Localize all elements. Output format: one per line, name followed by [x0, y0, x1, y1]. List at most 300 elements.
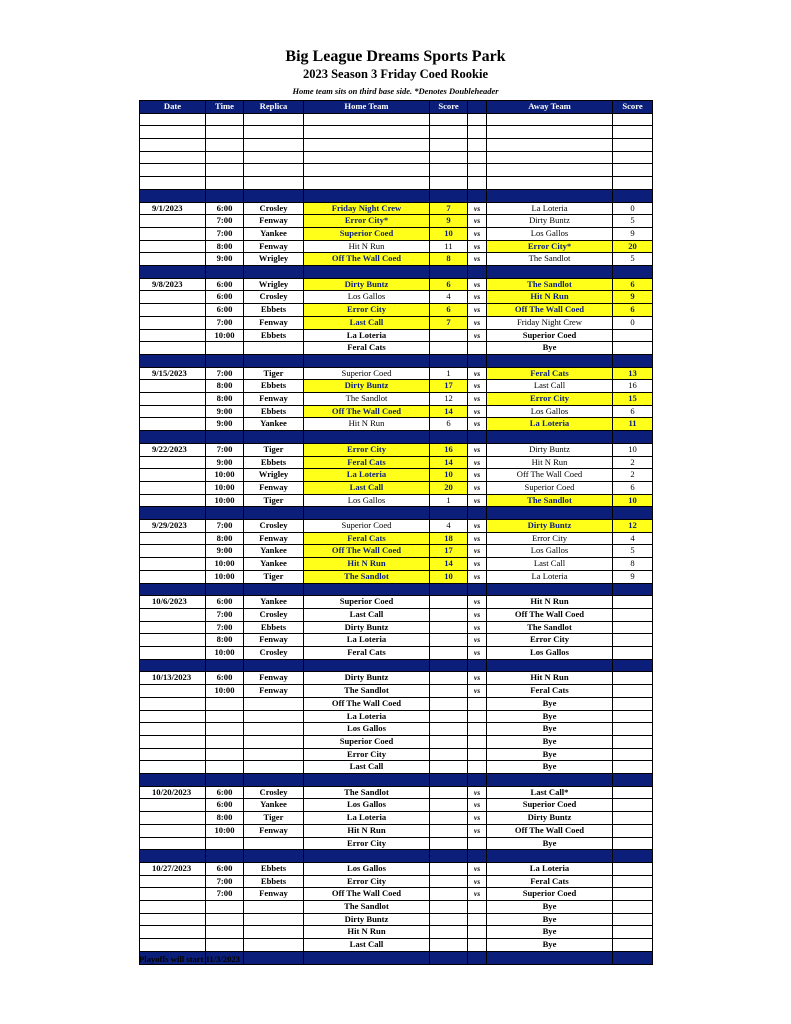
- separator-cell: [140, 583, 206, 596]
- replica-field-cell: Fenway: [244, 240, 304, 253]
- replica-field-cell: Ebbets: [244, 456, 304, 469]
- away-score-cell: [613, 748, 653, 761]
- home-score-cell: [430, 824, 468, 837]
- game-row: [140, 151, 653, 164]
- separator-cell: [430, 951, 468, 964]
- time-cell: 8:00: [206, 532, 244, 545]
- separator-cell: [613, 774, 653, 787]
- separator-cell: [304, 951, 430, 964]
- vs-cell: vs: [468, 520, 487, 533]
- home-team-cell: Superior Coed: [304, 227, 430, 240]
- separator-cell: [140, 266, 206, 279]
- home-team-cell: La Loteria: [304, 469, 430, 482]
- home-score-cell: [430, 672, 468, 685]
- separator-cell: [613, 659, 653, 672]
- separator-cell: [206, 774, 244, 787]
- date-cell: [140, 126, 206, 139]
- time-cell: [206, 926, 244, 939]
- replica-field-cell: Ebbets: [244, 380, 304, 393]
- home-team-cell: Los Gallos: [304, 723, 430, 736]
- home-team-cell: [304, 177, 430, 190]
- separator-cell: [140, 774, 206, 787]
- separator-cell: [487, 659, 613, 672]
- replica-field-cell: Tiger: [244, 570, 304, 583]
- time-cell: [206, 761, 244, 774]
- game-row: [140, 570, 653, 583]
- game-row: [140, 824, 653, 837]
- home-score-cell: [430, 647, 468, 660]
- time-cell: 7:00: [206, 367, 244, 380]
- game-row: [140, 723, 653, 736]
- home-score-cell: [430, 685, 468, 698]
- date-cell: 9/22/2023: [140, 443, 206, 456]
- replica-field-cell: Yankee: [244, 596, 304, 609]
- separator-cell: [206, 583, 244, 596]
- vs-cell: vs: [468, 329, 487, 342]
- away-team-cell: Bye: [487, 913, 613, 926]
- time-cell: [206, 939, 244, 952]
- game-row: [140, 469, 653, 482]
- away-score-cell: [613, 939, 653, 952]
- vs-cell: vs: [468, 316, 487, 329]
- date-cell: [140, 316, 206, 329]
- home-team-cell: Los Gallos: [304, 862, 430, 875]
- time-cell: 10:00: [206, 570, 244, 583]
- away-score-cell: 12: [613, 520, 653, 533]
- separator-cell: [430, 774, 468, 787]
- separator-cell: [430, 659, 468, 672]
- vs-cell: vs: [468, 443, 487, 456]
- replica-field-cell: Tiger: [244, 494, 304, 507]
- vs-cell: vs: [468, 570, 487, 583]
- separator-cell: [468, 431, 487, 444]
- game-row: [140, 761, 653, 774]
- replica-field-cell: Yankee: [244, 418, 304, 431]
- away-team-cell: Bye: [487, 735, 613, 748]
- away-score-cell: 0: [613, 316, 653, 329]
- away-score-cell: 9: [613, 291, 653, 304]
- game-row: [140, 418, 653, 431]
- vs-cell: vs: [468, 545, 487, 558]
- home-team-cell: Last Call: [304, 481, 430, 494]
- separator-cell: [206, 850, 244, 863]
- separator-cell: [206, 354, 244, 367]
- date-cell: [140, 837, 206, 850]
- replica-field-cell: Fenway: [244, 888, 304, 901]
- home-score-cell: [430, 748, 468, 761]
- game-row: [140, 647, 653, 660]
- away-team-cell: [487, 164, 613, 177]
- date-cell: [140, 329, 206, 342]
- column-header-time: Time: [206, 101, 244, 114]
- away-score-cell: 11: [613, 418, 653, 431]
- vs-cell: vs: [468, 634, 487, 647]
- separator-cell: [140, 659, 206, 672]
- vs-cell: vs: [468, 672, 487, 685]
- away-score-cell: [613, 837, 653, 850]
- separator-cell: [140, 507, 206, 520]
- home-team-cell: Off The Wall Coed: [304, 253, 430, 266]
- home-score-cell: [430, 761, 468, 774]
- replica-field-cell: [244, 342, 304, 355]
- separator-cell: [206, 507, 244, 520]
- vs-cell: vs: [468, 558, 487, 571]
- replica-field-cell: [244, 761, 304, 774]
- game-row: [140, 443, 653, 456]
- away-team-cell: Dirty Buntz: [487, 520, 613, 533]
- separator-cell: [304, 507, 430, 520]
- game-row: [140, 405, 653, 418]
- separator-cell: [304, 354, 430, 367]
- vs-cell: vs: [468, 875, 487, 888]
- playoffs-note: Playoffs will start 11/3/2023: [139, 954, 240, 964]
- date-cell: [140, 380, 206, 393]
- time-cell: [206, 151, 244, 164]
- away-score-cell: [613, 812, 653, 825]
- home-team-cell: Friday Night Crew: [304, 202, 430, 215]
- vs-cell: [468, 151, 487, 164]
- home-team-cell: Feral Cats: [304, 456, 430, 469]
- home-team-cell: Last Call: [304, 761, 430, 774]
- away-team-cell: Superior Coed: [487, 329, 613, 342]
- separator-cell: [140, 431, 206, 444]
- date-cell: 10/20/2023: [140, 786, 206, 799]
- week-separator: [140, 659, 653, 672]
- vs-cell: vs: [468, 304, 487, 317]
- replica-field-cell: Tiger: [244, 367, 304, 380]
- separator-cell: [304, 431, 430, 444]
- home-score-cell: 6: [430, 304, 468, 317]
- home-score-cell: [430, 901, 468, 914]
- time-cell: 10:00: [206, 558, 244, 571]
- vs-cell: [468, 139, 487, 152]
- time-cell: 10:00: [206, 824, 244, 837]
- date-cell: [140, 685, 206, 698]
- away-team-cell: Hit N Run: [487, 291, 613, 304]
- home-score-cell: [430, 837, 468, 850]
- date-cell: 9/29/2023: [140, 520, 206, 533]
- away-score-cell: [613, 799, 653, 812]
- home-score-cell: 7: [430, 202, 468, 215]
- time-cell: 6:00: [206, 596, 244, 609]
- vs-cell: [468, 748, 487, 761]
- game-row: [140, 227, 653, 240]
- vs-cell: [468, 177, 487, 190]
- replica-field-cell: [244, 710, 304, 723]
- game-row: [140, 113, 653, 126]
- home-score-cell: 14: [430, 558, 468, 571]
- home-team-cell: Dirty Buntz: [304, 278, 430, 291]
- week-separator: [140, 354, 653, 367]
- away-score-cell: 10: [613, 443, 653, 456]
- vs-cell: [468, 126, 487, 139]
- vs-cell: vs: [468, 202, 487, 215]
- date-cell: [140, 177, 206, 190]
- home-team-cell: Error City*: [304, 215, 430, 228]
- away-team-cell: Off The Wall Coed: [487, 608, 613, 621]
- time-cell: 7:00: [206, 875, 244, 888]
- game-row: [140, 558, 653, 571]
- time-cell: 7:00: [206, 215, 244, 228]
- vs-cell: [468, 735, 487, 748]
- replica-field-cell: [244, 913, 304, 926]
- home-team-cell: Los Gallos: [304, 799, 430, 812]
- home-team-cell: Superior Coed: [304, 367, 430, 380]
- replica-field-cell: [244, 837, 304, 850]
- game-row: [140, 240, 653, 253]
- home-score-cell: 6: [430, 278, 468, 291]
- game-row: [140, 799, 653, 812]
- time-cell: 10:00: [206, 329, 244, 342]
- away-team-cell: Feral Cats: [487, 367, 613, 380]
- home-score-cell: [430, 621, 468, 634]
- away-score-cell: [613, 735, 653, 748]
- away-team-cell: The Sandlot: [487, 278, 613, 291]
- page-subtitle: 2023 Season 3 Friday Coed Rookie: [302, 67, 489, 81]
- away-team-cell: Los Gallos: [487, 405, 613, 418]
- time-cell: 8:00: [206, 634, 244, 647]
- home-team-cell: Hit N Run: [304, 558, 430, 571]
- away-score-cell: [613, 913, 653, 926]
- away-score-cell: [613, 164, 653, 177]
- time-cell: [206, 913, 244, 926]
- game-row: [140, 786, 653, 799]
- away-score-cell: 9: [613, 570, 653, 583]
- game-row: [140, 520, 653, 533]
- date-cell: [140, 481, 206, 494]
- home-score-cell: [430, 634, 468, 647]
- date-cell: [140, 456, 206, 469]
- away-team-cell: Off The Wall Coed: [487, 304, 613, 317]
- time-cell: 10:00: [206, 494, 244, 507]
- separator-cell: [430, 266, 468, 279]
- away-team-cell: Feral Cats: [487, 685, 613, 698]
- replica-field-cell: [244, 697, 304, 710]
- vs-cell: [468, 113, 487, 126]
- away-score-cell: 16: [613, 380, 653, 393]
- home-score-cell: [430, 875, 468, 888]
- game-row: [140, 342, 653, 355]
- replica-field-cell: Crosley: [244, 520, 304, 533]
- away-team-cell: [487, 139, 613, 152]
- column-header-vs: [468, 101, 487, 114]
- away-score-cell: [613, 786, 653, 799]
- separator-cell: [206, 431, 244, 444]
- date-cell: [140, 227, 206, 240]
- game-row: [140, 596, 653, 609]
- game-row: [140, 888, 653, 901]
- vs-cell: vs: [468, 278, 487, 291]
- away-score-cell: 5: [613, 253, 653, 266]
- time-cell: 6:00: [206, 278, 244, 291]
- time-cell: 6:00: [206, 786, 244, 799]
- home-team-cell: The Sandlot: [304, 901, 430, 914]
- game-row: [140, 291, 653, 304]
- separator-cell: [244, 507, 304, 520]
- home-team-cell: [304, 139, 430, 152]
- replica-field-cell: Crosley: [244, 291, 304, 304]
- vs-cell: vs: [468, 786, 487, 799]
- separator-cell: [430, 583, 468, 596]
- separator-cell: [487, 266, 613, 279]
- time-cell: 6:00: [206, 202, 244, 215]
- home-score-cell: [430, 126, 468, 139]
- vs-cell: vs: [468, 393, 487, 406]
- home-team-cell: La Loteria: [304, 710, 430, 723]
- time-cell: 6:00: [206, 862, 244, 875]
- vs-cell: [468, 342, 487, 355]
- time-cell: [206, 710, 244, 723]
- separator-cell: [140, 189, 206, 202]
- vs-cell: vs: [468, 494, 487, 507]
- home-team-cell: Superior Coed: [304, 596, 430, 609]
- away-score-cell: [613, 151, 653, 164]
- home-score-cell: [430, 164, 468, 177]
- time-cell: 7:00: [206, 888, 244, 901]
- separator-cell: [244, 659, 304, 672]
- replica-field-cell: Fenway: [244, 215, 304, 228]
- game-row: [140, 875, 653, 888]
- game-row: [140, 837, 653, 850]
- replica-field-cell: Fenway: [244, 393, 304, 406]
- separator-cell: [244, 431, 304, 444]
- home-score-cell: [430, 862, 468, 875]
- home-team-cell: Feral Cats: [304, 532, 430, 545]
- separator-cell: [304, 659, 430, 672]
- vs-cell: vs: [468, 862, 487, 875]
- time-cell: [206, 126, 244, 139]
- home-score-cell: [430, 926, 468, 939]
- home-score-cell: [430, 608, 468, 621]
- home-team-cell: Los Gallos: [304, 494, 430, 507]
- away-team-cell: Off The Wall Coed: [487, 469, 613, 482]
- home-team-cell: Hit N Run: [304, 926, 430, 939]
- vs-cell: vs: [468, 253, 487, 266]
- away-score-cell: [613, 697, 653, 710]
- away-score-cell: [613, 634, 653, 647]
- home-score-cell: 12: [430, 393, 468, 406]
- separator-cell: [244, 266, 304, 279]
- separator-cell: [430, 507, 468, 520]
- home-team-cell: Superior Coed: [304, 735, 430, 748]
- replica-field-cell: Tiger: [244, 443, 304, 456]
- replica-field-cell: Crosley: [244, 647, 304, 660]
- time-cell: 8:00: [206, 240, 244, 253]
- game-row: [140, 608, 653, 621]
- separator-cell: [304, 266, 430, 279]
- time-cell: 9:00: [206, 418, 244, 431]
- vs-cell: [468, 164, 487, 177]
- away-team-cell: [487, 126, 613, 139]
- home-team-cell: Dirty Buntz: [304, 672, 430, 685]
- separator-cell: [304, 774, 430, 787]
- game-row: [140, 545, 653, 558]
- separator-cell: [468, 189, 487, 202]
- away-team-cell: Dirty Buntz: [487, 443, 613, 456]
- home-score-cell: 7: [430, 316, 468, 329]
- time-cell: 8:00: [206, 393, 244, 406]
- separator-cell: [140, 354, 206, 367]
- date-cell: [140, 710, 206, 723]
- replica-field-cell: Ebbets: [244, 875, 304, 888]
- replica-field-cell: Fenway: [244, 634, 304, 647]
- separator-cell: [244, 189, 304, 202]
- replica-field-cell: Yankee: [244, 545, 304, 558]
- game-row: [140, 278, 653, 291]
- replica-field-cell: Crosley: [244, 202, 304, 215]
- away-score-cell: [613, 710, 653, 723]
- vs-cell: vs: [468, 418, 487, 431]
- home-team-cell: Superior Coed: [304, 520, 430, 533]
- home-score-cell: [430, 697, 468, 710]
- time-cell: [206, 164, 244, 177]
- home-score-cell: 16: [430, 443, 468, 456]
- time-cell: 8:00: [206, 812, 244, 825]
- game-row: [140, 913, 653, 926]
- away-team-cell: Error City: [487, 532, 613, 545]
- away-score-cell: [613, 672, 653, 685]
- replica-field-cell: [244, 164, 304, 177]
- separator-cell: [244, 850, 304, 863]
- away-team-cell: La Loteria: [487, 570, 613, 583]
- game-row: [140, 126, 653, 139]
- home-team-cell: Hit N Run: [304, 824, 430, 837]
- week-separator: [140, 774, 653, 787]
- date-cell: [140, 761, 206, 774]
- away-team-cell: Bye: [487, 342, 613, 355]
- separator-cell: [613, 951, 653, 964]
- date-cell: [140, 418, 206, 431]
- home-score-cell: [430, 113, 468, 126]
- replica-field-cell: [244, 151, 304, 164]
- game-row: [140, 139, 653, 152]
- home-score-cell: [430, 939, 468, 952]
- home-team-cell: La Loteria: [304, 634, 430, 647]
- separator-cell: [430, 354, 468, 367]
- away-team-cell: Bye: [487, 926, 613, 939]
- column-header-date: Date: [140, 101, 206, 114]
- away-score-cell: [613, 139, 653, 152]
- week-separator: [140, 189, 653, 202]
- home-team-cell: Error City: [304, 837, 430, 850]
- time-cell: 6:00: [206, 672, 244, 685]
- time-cell: 6:00: [206, 799, 244, 812]
- away-team-cell: Bye: [487, 748, 613, 761]
- column-header-home-team: Home Team: [304, 101, 430, 114]
- column-header-replica: Replica: [244, 101, 304, 114]
- schedule-body: [140, 113, 653, 964]
- home-score-cell: 17: [430, 380, 468, 393]
- home-team-cell: Dirty Buntz: [304, 913, 430, 926]
- time-cell: 7:00: [206, 621, 244, 634]
- vs-cell: vs: [468, 647, 487, 660]
- date-cell: [140, 799, 206, 812]
- date-cell: [140, 393, 206, 406]
- game-row: [140, 710, 653, 723]
- date-cell: 10/6/2023: [140, 596, 206, 609]
- vs-cell: vs: [468, 227, 487, 240]
- separator-cell: [244, 354, 304, 367]
- separator-cell: [487, 951, 613, 964]
- separator-cell: [468, 354, 487, 367]
- home-team-cell: The Sandlot: [304, 786, 430, 799]
- away-score-cell: [613, 685, 653, 698]
- away-team-cell: The Sandlot: [487, 253, 613, 266]
- separator-cell: [613, 431, 653, 444]
- time-cell: [206, 837, 244, 850]
- separator-cell: [487, 431, 613, 444]
- replica-field-cell: Ebbets: [244, 405, 304, 418]
